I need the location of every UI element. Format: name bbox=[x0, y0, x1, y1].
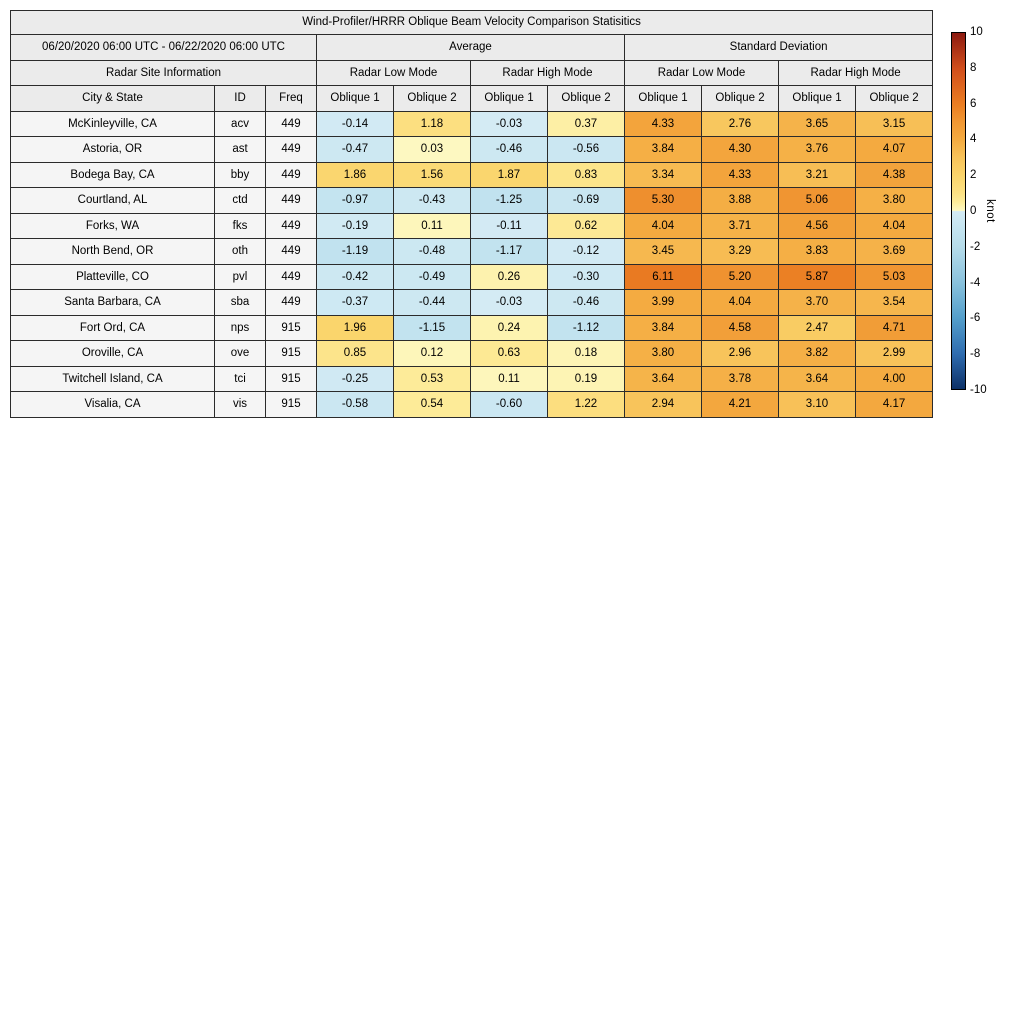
value-cell: 5.87 bbox=[779, 264, 856, 290]
table-row bbox=[11, 341, 933, 367]
table-row bbox=[11, 366, 933, 392]
value-cell: -0.49 bbox=[394, 264, 471, 290]
colorbar-tick-label: 4 bbox=[970, 133, 977, 146]
value-cell: -0.48 bbox=[394, 239, 471, 265]
value-cell: 3.45 bbox=[625, 239, 702, 265]
value-cell: -0.30 bbox=[548, 264, 625, 290]
value-cell: 3.99 bbox=[625, 290, 702, 316]
value-cell: 3.70 bbox=[779, 290, 856, 316]
value-cell: -0.11 bbox=[471, 213, 548, 239]
table-row bbox=[11, 264, 933, 290]
table-title: Wind-Profiler/HRRR Oblique Beam Velocity Comparison Statisitics bbox=[11, 11, 933, 35]
value-cell: -0.43 bbox=[394, 188, 471, 214]
value-cell: -1.19 bbox=[317, 239, 394, 265]
col-header-oblique1: Oblique 1 bbox=[625, 86, 702, 112]
value-cell: 3.71 bbox=[702, 213, 779, 239]
value-cell: -0.69 bbox=[548, 188, 625, 214]
value-cell: 4.04 bbox=[702, 290, 779, 316]
value-cell: -0.37 bbox=[317, 290, 394, 316]
colorbar-tick-label: 6 bbox=[970, 97, 977, 110]
col-header-oblique1: Oblique 1 bbox=[317, 86, 394, 112]
city-state-cell: Astoria, OR bbox=[11, 137, 215, 163]
city-state-cell: Oroville, CA bbox=[11, 341, 215, 367]
value-cell: -0.58 bbox=[317, 392, 394, 418]
value-cell: -0.14 bbox=[317, 111, 394, 137]
value-cell: 3.34 bbox=[625, 162, 702, 188]
value-cell: -0.44 bbox=[394, 290, 471, 316]
value-cell: -0.46 bbox=[471, 137, 548, 163]
value-cell: 1.56 bbox=[394, 162, 471, 188]
site-info-header: Radar Site Information bbox=[11, 60, 317, 86]
city-state-cell: Bodega Bay, CA bbox=[11, 162, 215, 188]
value-cell: -0.47 bbox=[317, 137, 394, 163]
table-header bbox=[11, 11, 933, 112]
value-cell: 0.18 bbox=[548, 341, 625, 367]
value-cell: 3.65 bbox=[779, 111, 856, 137]
table-row bbox=[11, 162, 933, 188]
value-cell: 0.63 bbox=[471, 341, 548, 367]
value-cell: 0.54 bbox=[394, 392, 471, 418]
value-cell: 2.99 bbox=[856, 341, 933, 367]
freq-cell: 915 bbox=[266, 392, 317, 418]
value-cell: 1.96 bbox=[317, 315, 394, 341]
site-id-cell: oth bbox=[215, 239, 266, 265]
site-id-cell: ctd bbox=[215, 188, 266, 214]
site-id-cell: nps bbox=[215, 315, 266, 341]
city-state-cell: Forks, WA bbox=[11, 213, 215, 239]
value-cell: 3.15 bbox=[856, 111, 933, 137]
value-cell: 3.84 bbox=[625, 137, 702, 163]
city-state-cell: McKinleyville, CA bbox=[11, 111, 215, 137]
value-cell: 3.80 bbox=[856, 188, 933, 214]
value-cell: -1.15 bbox=[394, 315, 471, 341]
value-cell: -0.60 bbox=[471, 392, 548, 418]
site-id-cell: fks bbox=[215, 213, 266, 239]
col-header-freq: Freq bbox=[266, 86, 317, 112]
col-header-oblique2: Oblique 2 bbox=[856, 86, 933, 112]
table-row bbox=[11, 315, 933, 341]
value-cell: 4.56 bbox=[779, 213, 856, 239]
value-cell: 3.54 bbox=[856, 290, 933, 316]
value-cell: -0.12 bbox=[548, 239, 625, 265]
freq-cell: 449 bbox=[266, 213, 317, 239]
value-cell: 4.71 bbox=[856, 315, 933, 341]
value-cell: 0.11 bbox=[471, 366, 548, 392]
colorbar-tick-label: 0 bbox=[970, 205, 977, 217]
value-cell: 3.64 bbox=[779, 366, 856, 392]
freq-cell: 449 bbox=[266, 162, 317, 188]
colorbar-tick-label: -6 bbox=[970, 312, 981, 325]
date-range: 06/20/2020 06:00 UTC - 06/22/2020 06:00 UTC bbox=[11, 35, 317, 61]
city-state-cell: Twitchell Island, CA bbox=[11, 366, 215, 392]
colorbar-tick-label: -2 bbox=[970, 240, 981, 253]
value-cell: 6.11 bbox=[625, 264, 702, 290]
value-cell: 4.33 bbox=[625, 111, 702, 137]
value-cell: 2.96 bbox=[702, 341, 779, 367]
value-cell: -0.03 bbox=[471, 111, 548, 137]
table-row bbox=[11, 213, 933, 239]
value-cell: -1.17 bbox=[471, 239, 548, 265]
colorbar-tick-label: -4 bbox=[970, 276, 981, 289]
value-cell: 0.11 bbox=[394, 213, 471, 239]
site-id-cell: ast bbox=[215, 137, 266, 163]
value-cell: 3.21 bbox=[779, 162, 856, 188]
value-cell: 2.94 bbox=[625, 392, 702, 418]
value-cell: 1.18 bbox=[394, 111, 471, 137]
value-cell: 1.86 bbox=[317, 162, 394, 188]
colorbar-tick-label: 2 bbox=[970, 169, 977, 182]
value-cell: 4.30 bbox=[702, 137, 779, 163]
value-cell: -0.25 bbox=[317, 366, 394, 392]
value-cell: 3.82 bbox=[779, 341, 856, 367]
value-cell: 5.06 bbox=[779, 188, 856, 214]
value-cell: 0.53 bbox=[394, 366, 471, 392]
site-id-cell: bby bbox=[215, 162, 266, 188]
city-state-cell: Visalia, CA bbox=[11, 392, 215, 418]
value-cell: 1.22 bbox=[548, 392, 625, 418]
table-row bbox=[11, 239, 933, 265]
colorbar-tick-label: -8 bbox=[970, 348, 981, 361]
value-cell: 3.80 bbox=[625, 341, 702, 367]
value-cell: 3.29 bbox=[702, 239, 779, 265]
value-cell: 3.88 bbox=[702, 188, 779, 214]
city-state-cell: North Bend, OR bbox=[11, 239, 215, 265]
value-cell: 0.26 bbox=[471, 264, 548, 290]
site-id-cell: tci bbox=[215, 366, 266, 392]
value-cell: 4.17 bbox=[856, 392, 933, 418]
freq-cell: 449 bbox=[266, 264, 317, 290]
velocity-comparison-table bbox=[10, 10, 933, 418]
col-header-city-state: City & State bbox=[11, 86, 215, 112]
value-cell: 3.83 bbox=[779, 239, 856, 265]
group-header-average: Average bbox=[317, 35, 625, 61]
freq-cell: 915 bbox=[266, 315, 317, 341]
value-cell: 5.20 bbox=[702, 264, 779, 290]
value-cell: 4.07 bbox=[856, 137, 933, 163]
value-cell: -0.56 bbox=[548, 137, 625, 163]
value-cell: 4.58 bbox=[702, 315, 779, 341]
value-cell: 2.76 bbox=[702, 111, 779, 137]
value-cell: 3.84 bbox=[625, 315, 702, 341]
value-cell: 4.00 bbox=[856, 366, 933, 392]
colorbar-tick-label: 8 bbox=[970, 61, 977, 74]
mode-header-avg-high: Radar High Mode bbox=[471, 60, 625, 86]
table-body bbox=[11, 111, 933, 417]
colorbar-tick-label: 10 bbox=[970, 26, 983, 38]
table-row bbox=[11, 392, 933, 418]
value-cell: 5.03 bbox=[856, 264, 933, 290]
city-state-cell: Platteville, CO bbox=[11, 264, 215, 290]
value-cell: 3.76 bbox=[779, 137, 856, 163]
table-row bbox=[11, 111, 933, 137]
value-cell: 3.64 bbox=[625, 366, 702, 392]
value-cell: 2.47 bbox=[779, 315, 856, 341]
value-cell: 0.19 bbox=[548, 366, 625, 392]
col-header-id: ID bbox=[215, 86, 266, 112]
site-id-cell: pvl bbox=[215, 264, 266, 290]
freq-cell: 449 bbox=[266, 239, 317, 265]
value-cell: 5.30 bbox=[625, 188, 702, 214]
freq-cell: 449 bbox=[266, 137, 317, 163]
col-header-oblique1: Oblique 1 bbox=[471, 86, 548, 112]
value-cell: -0.42 bbox=[317, 264, 394, 290]
value-cell: 0.12 bbox=[394, 341, 471, 367]
site-id-cell: ove bbox=[215, 341, 266, 367]
value-cell: 1.87 bbox=[471, 162, 548, 188]
freq-cell: 915 bbox=[266, 366, 317, 392]
value-cell: 0.24 bbox=[471, 315, 548, 341]
table-row bbox=[11, 188, 933, 214]
colorbar bbox=[951, 32, 966, 390]
col-header-oblique2: Oblique 2 bbox=[394, 86, 471, 112]
site-id-cell: vis bbox=[215, 392, 266, 418]
value-cell: 4.04 bbox=[625, 213, 702, 239]
value-cell: 4.33 bbox=[702, 162, 779, 188]
freq-cell: 449 bbox=[266, 290, 317, 316]
value-cell: -0.19 bbox=[317, 213, 394, 239]
value-cell: 0.37 bbox=[548, 111, 625, 137]
value-cell: 4.04 bbox=[856, 213, 933, 239]
freq-cell: 449 bbox=[266, 188, 317, 214]
value-cell: -0.03 bbox=[471, 290, 548, 316]
group-header-standard-deviation: Standard Deviation bbox=[625, 35, 933, 61]
value-cell: -0.97 bbox=[317, 188, 394, 214]
freq-cell: 449 bbox=[266, 111, 317, 137]
table-row bbox=[11, 290, 933, 316]
colorbar-unit-label: knot bbox=[984, 199, 996, 223]
col-header-oblique1: Oblique 1 bbox=[779, 86, 856, 112]
site-id-cell: sba bbox=[215, 290, 266, 316]
value-cell: 0.03 bbox=[394, 137, 471, 163]
value-cell: -0.46 bbox=[548, 290, 625, 316]
site-id-cell: acv bbox=[215, 111, 266, 137]
mode-header-std-high: Radar High Mode bbox=[779, 60, 933, 86]
mode-header-std-low: Radar Low Mode bbox=[625, 60, 779, 86]
value-cell: 0.83 bbox=[548, 162, 625, 188]
value-cell: 3.10 bbox=[779, 392, 856, 418]
freq-cell: 915 bbox=[266, 341, 317, 367]
city-state-cell: Fort Ord, CA bbox=[11, 315, 215, 341]
city-state-cell: Santa Barbara, CA bbox=[11, 290, 215, 316]
value-cell: 3.78 bbox=[702, 366, 779, 392]
value-cell: 4.38 bbox=[856, 162, 933, 188]
col-header-oblique2: Oblique 2 bbox=[548, 86, 625, 112]
value-cell: -1.12 bbox=[548, 315, 625, 341]
colorbar-tick-label: -10 bbox=[970, 384, 987, 396]
value-cell: 0.85 bbox=[317, 341, 394, 367]
table-row bbox=[11, 137, 933, 163]
col-header-oblique2: Oblique 2 bbox=[702, 86, 779, 112]
value-cell: -1.25 bbox=[471, 188, 548, 214]
value-cell: 0.62 bbox=[548, 213, 625, 239]
value-cell: 3.69 bbox=[856, 239, 933, 265]
value-cell: 4.21 bbox=[702, 392, 779, 418]
city-state-cell: Courtland, AL bbox=[11, 188, 215, 214]
mode-header-avg-low: Radar Low Mode bbox=[317, 60, 471, 86]
